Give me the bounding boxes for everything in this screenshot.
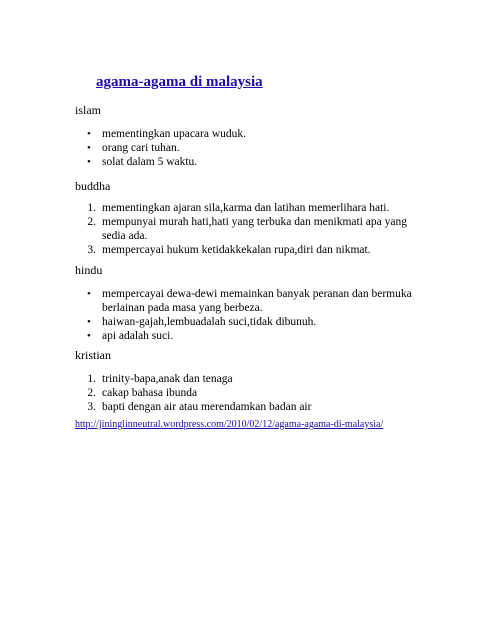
list-item: • solat dalam 5 waktu. [82,155,442,169]
list-item: 2. mempunyai murah hati,hati yang terbuka dan menikmati apa yang sedia ada. [82,215,427,243]
section-heading-hindu: hindu [75,263,103,277]
list-item: 3. bapti dengan air atau merendamkan badan air [82,400,427,414]
list-item: • haiwan-gajah,lembuadalah suci,tidak dibunuh. [82,315,417,329]
list-number: 3. [87,244,96,256]
section-heading-kristian: kristian [75,348,111,362]
islam-list [82,127,442,169]
list-item: 1. mementingkan ajaran sila,karma dan latihan memerlihara hati. [82,201,427,215]
list-item: 1. trinity-bapa,anak dan tenaga [82,372,427,386]
page-title[interactable]: agama-agama di malaysia [96,74,263,90]
list-number: 1. [87,202,96,214]
list-item: • mementingkan upacara wuduk. [82,127,442,141]
list-item: 2. cakap bahasa ibunda [82,386,427,400]
list-item: 3. mempercayai hukum ketidakkekalan rupa,diri dan nikmat. [82,243,427,257]
hindu-list [82,287,417,343]
source-link[interactable]: http://jininglinneutral.wordpress.com/2010/02/12/agama-agama-di-malaysia/ [75,419,384,430]
list-number: 2. [87,216,96,228]
list-number: 3. [87,401,96,413]
section-heading-buddha: buddha [75,179,111,193]
list-item: • orang cari tuhan. [82,141,442,155]
list-number: 2. [87,387,96,399]
list-item: • mempercayai dewa-dewi memainkan banyak peranan dan bermuka berlainan pada masa yang berbeza. [82,287,417,315]
buddha-list [82,201,427,257]
kristian-list [82,372,427,414]
list-item: • api adalah suci. [82,329,417,343]
list-number: 1. [87,373,96,385]
section-heading-islam: islam [75,103,101,117]
